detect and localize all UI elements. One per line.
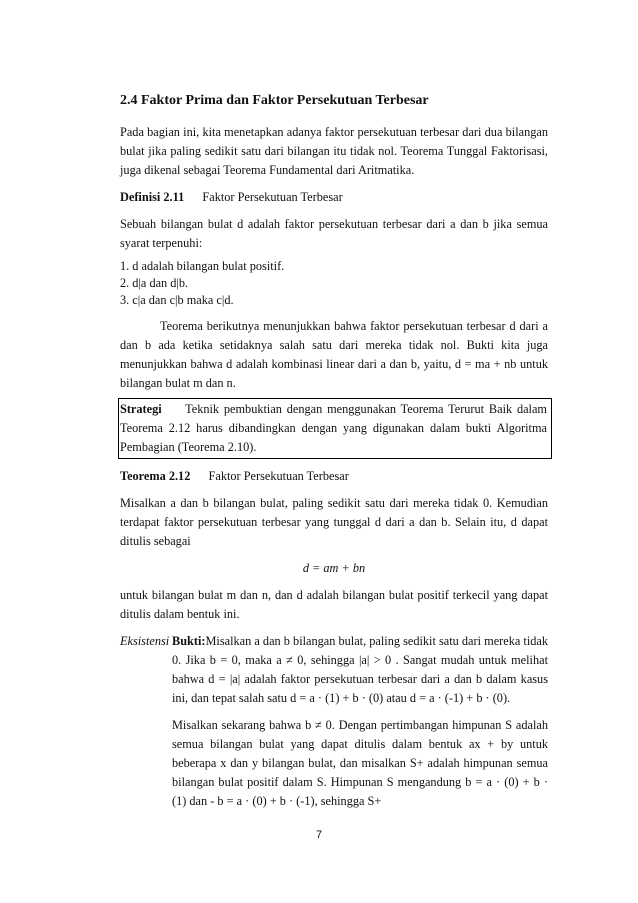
strategy-text: Teknik pembuktian dengan menggunakan Teorema Terurut Baik dalam Teorema 2.12 harus dibandingkan dengan yang digunakan dalam bukti Algoritma Pembagian (Teorema 2.10). xyxy=(120,402,547,454)
proof-heading xyxy=(120,632,172,708)
proof-paragraph-1: Bukti:Misalkan a dan b bilangan bulat, paling sedikit satu dari mereka tidak 0. Jika b = 0, maka a ≠ 0, sehingga |a| > 0 . Sangat mudah untuk melihat bahwa d = |a| adalah faktor persekutuan terbesar dari a dan b dalam kasus ini, dan tepat salah satu d = a · (1) + b · (0) atau d = a · (-1) + b · (0). xyxy=(172,634,548,705)
page-number: 7 xyxy=(315,829,323,841)
condition-list xyxy=(120,258,548,309)
theorem-title: Faktor Persekutuan Terbesar xyxy=(208,469,349,483)
proof-label: Bukti: xyxy=(172,634,206,648)
theorem-intro-paragraph: Teorema berikutnya menunjukkan bahwa faktor persekutuan terbesar d dari a dan b ada ketika setidaknya salah satu dari mereka tidak nol. Bukti kita juga menunjukkan bahwa d adalah kombinasi linear dari a dan b, yaitu, d = ma + nb untuk bilangan bulat m dan n. xyxy=(120,319,548,390)
condition-item-1: 1. d adalah bilangan bulat positif. xyxy=(120,259,285,273)
theorem-label: Teorema 2.12 xyxy=(120,469,191,483)
definition-label: Definisi 2.11 xyxy=(120,190,185,204)
definition-title: Faktor Persekutuan Terbesar xyxy=(202,190,343,204)
theorem-heading xyxy=(120,467,548,486)
condition-item-3: 3. c|a dan c|b maka c|d. xyxy=(120,293,234,307)
page-content xyxy=(120,92,548,811)
proof-block xyxy=(120,632,548,708)
section-title: 2.4 Faktor Prima dan Faktor Persekutuan Terbesar xyxy=(120,93,429,108)
after-equation-text: untuk bilangan bulat m dan n, dan d adalah bilangan bulat positif terkecil yang dapat ditulis dalam bentuk ini. xyxy=(120,588,548,621)
intro-paragraph: Pada bagian ini, kita menetapkan adanya faktor persekutuan terbesar dari dua bilangan bulat jika paling sedikit satu dari bilangan itu tidak nol. Teorema Tunggal Faktorisasi, juga dikenal sebagai Teorema Fundamental dari Aritmatika. xyxy=(120,125,548,177)
equation: d = am + bn xyxy=(302,561,366,575)
proof-paragraph-2: Misalkan sekarang bahwa b ≠ 0. Dengan pertimbangan himpunan S adalah semua bilangan bulat yang dapat ditulis dalam bentuk ax + by untuk beberapa x dan y bilangan bulat, dan misalkan S+ adalah himpunan semua bilangan bulat positif dalam S. Himpunan S mengandung b = a · (0) + b · (1) dan - b = a · (0) + b · (-1), sehingga S+ xyxy=(172,718,548,808)
definition-text: Sebuah bilangan bulat d adalah faktor persekutuan terbesar dari a dan b jika semua syarat terpenuhi: xyxy=(120,217,548,250)
strategy-label: Strategi xyxy=(120,402,162,416)
existence-label: Eksistensi xyxy=(120,634,170,648)
proof-body xyxy=(172,632,548,708)
condition-item-2: 2. d|a dan d|b. xyxy=(120,276,189,290)
strategy-box xyxy=(118,398,552,459)
theorem-text: Misalkan a dan b bilangan bulat, paling sedikit satu dari mereka tidak 0. Kemudian terdapat faktor persekutuan terbesar yang tunggal d dari a dan b. Selain itu, d dapat ditulis sebagai xyxy=(120,496,548,548)
definition-heading xyxy=(120,188,548,207)
